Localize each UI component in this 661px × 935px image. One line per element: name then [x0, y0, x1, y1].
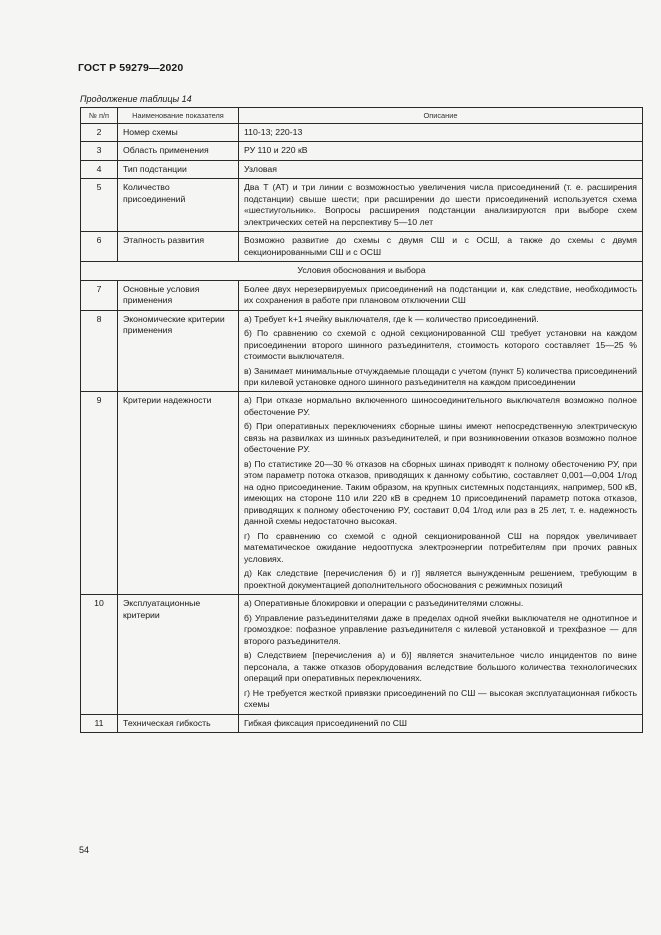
- description-paragraph: Более двух нерезервируемых присоединений на подстанции и, как следствие, необходимость их сохранения в работе при плановом отключении СШ: [244, 283, 637, 306]
- description-paragraph: а) Требует k+1 ячейку выключателя, где k — количество присоединений.: [244, 313, 539, 324]
- indicator-name: Эксплуатационные критерии: [118, 595, 239, 714]
- indicator-name: Этапность развития: [118, 232, 239, 262]
- description-cell: [239, 142, 643, 160]
- description-cell: [239, 595, 643, 714]
- row-number: 11: [81, 714, 118, 732]
- indicator-name: Тип подстанции: [118, 160, 239, 178]
- column-header-number: № п/п: [81, 108, 118, 124]
- description-cell: [239, 232, 643, 262]
- row-number: 4: [81, 160, 118, 178]
- description-paragraph: б) По сравнению со схемой с одной секционированной СШ требует установки на каждом присоединении второго шинного разъединителя, стоимость которого составляет 15—25 % стоимости выключателя.: [244, 328, 637, 362]
- table-row: [81, 160, 643, 178]
- row-number: 6: [81, 232, 118, 262]
- description-cell: [239, 310, 643, 392]
- description-paragraph: а) Оперативные блокировки и операции с разъединителями сложны.: [244, 598, 524, 609]
- description-cell: [239, 714, 643, 732]
- table-row: [81, 142, 643, 160]
- description-paragraph: в) Занимает минимальные отчуждаемые площади с учетом (пункт 5) количества присоединений при килевой установке одного шинного разъединителя на каждом присоединении: [244, 365, 637, 387]
- table-row: [81, 123, 643, 141]
- table-row: [81, 392, 643, 595]
- description-paragraph: РУ 110 и 220 кВ: [244, 145, 308, 156]
- description-paragraph: а) При отказе нормально включенного шиносоединительного выключателя возможно полное обесточение РУ.: [244, 395, 637, 417]
- description-paragraph: г) По сравнению со схемой с одной секционированной СШ на порядок увеличивает математическое ожидание недоотпуска электроэнергии потребителям при прочих равных условиях.: [244, 530, 637, 564]
- row-number: 3: [81, 142, 118, 160]
- description-paragraph: 110-13; 220-13: [244, 126, 303, 137]
- document-title: ГОСТ Р 59279—2020: [78, 62, 184, 74]
- column-header-name: Наименование показателя: [118, 108, 239, 124]
- table-caption: Продолжение таблицы 14: [80, 94, 192, 104]
- row-number: 10: [81, 595, 118, 714]
- indicator-name: Экономические критерии применения: [118, 310, 239, 392]
- row-number: 9: [81, 392, 118, 595]
- description-paragraph: Два Т (АТ) и три линии с возможностью увеличения числа присоединений (т. е. расширения подстанции) свыше шести; при расширении до шести присоединений используется схема «шестиугольник». Вопросы расширения подстанции анализируются при выборе схем электрических сетей на перспективу 5—10 лет: [244, 182, 637, 227]
- indicator-name: Количество присоединений: [118, 179, 239, 232]
- description-paragraph: г) Не требуется жесткой привязки присоединений по СШ — высокая эксплуатационная гибкость схемы: [244, 687, 637, 710]
- row-number: 7: [81, 280, 118, 310]
- indicator-name: Область применения: [118, 142, 239, 160]
- column-header-description: Описание: [239, 108, 643, 124]
- page-number: 54: [79, 845, 90, 855]
- description-paragraph: Возможно развитие до схемы с двумя СШ и с ОСШ, а также до схемы с двумя секционированными СШ и с ОСШ: [244, 235, 637, 257]
- description-paragraph: в) Следствием [перечисления а) и б)] является значительное число инцидентов по вине персонала, а также отказов оборудования вследствие большого количества технологических операций при оперативных переключениях.: [244, 650, 637, 684]
- description-cell: [239, 123, 643, 141]
- description-paragraph: Гибкая фиксация присоединений по СШ: [244, 717, 407, 728]
- indicator-name: Номер схемы: [118, 123, 239, 141]
- table-row: [81, 310, 643, 392]
- description-paragraph: б) При оперативных переключениях сборные шины имеют непосредственную электрическую связь на развилках из шинных разъединителей, и при возникновении отказов возможно полное обесточение РУ.: [244, 421, 637, 455]
- row-number: 2: [81, 123, 118, 141]
- description-cell: [239, 392, 643, 595]
- section-row: [81, 262, 643, 280]
- description-paragraph: б) Управление разъединителями даже в пределах одной ячейки выключателя не однотипное и громоздкое: пофазное управление разъединителя с килевой установкой и трехфазное — для второго разъединителя.: [244, 612, 637, 646]
- spec-table: [80, 107, 643, 733]
- table-row: [81, 280, 643, 310]
- description-paragraph: д) Как следствие [перечисления б) и г)] является вынужденным решением, требующим в проектной документацией дополнительного обоснования с режимных позиций: [244, 568, 637, 590]
- table-header-row: [81, 108, 643, 124]
- table-row: [81, 232, 643, 262]
- indicator-name: Техническая гибкость: [118, 714, 239, 732]
- description-cell: [239, 160, 643, 178]
- description-paragraph: Узловая: [244, 163, 277, 174]
- indicator-name: Основные условия применения: [118, 280, 239, 310]
- table-row: [81, 714, 643, 732]
- description-cell: [239, 179, 643, 232]
- table-row: [81, 595, 643, 714]
- description-cell: [239, 280, 643, 310]
- row-number: 8: [81, 310, 118, 392]
- section-heading: Условия обоснования и выбора: [81, 262, 643, 280]
- indicator-name: Критерии надежности: [118, 392, 239, 595]
- row-number: 5: [81, 179, 118, 232]
- description-paragraph: в) По статистике 20—30 % отказов на сборных шинах приводят к полному обесточению РУ, при этом параметр потока отказов, приводящих к данному событию, составляет 0,001—0,004 1/год на одно присоединение. Таким образом, на крупных системных подстанциях, например, 500 кВ, имеющих на стороне 110 или 220 кВ в среднем 10 присоединений параметр потока отказов, приводящих к полному обесточению РУ, составит 0,04 1/год или раз в 25 лет, т. е. надежность данной схемы недостаточно высокая.: [244, 458, 637, 527]
- table-row: [81, 179, 643, 232]
